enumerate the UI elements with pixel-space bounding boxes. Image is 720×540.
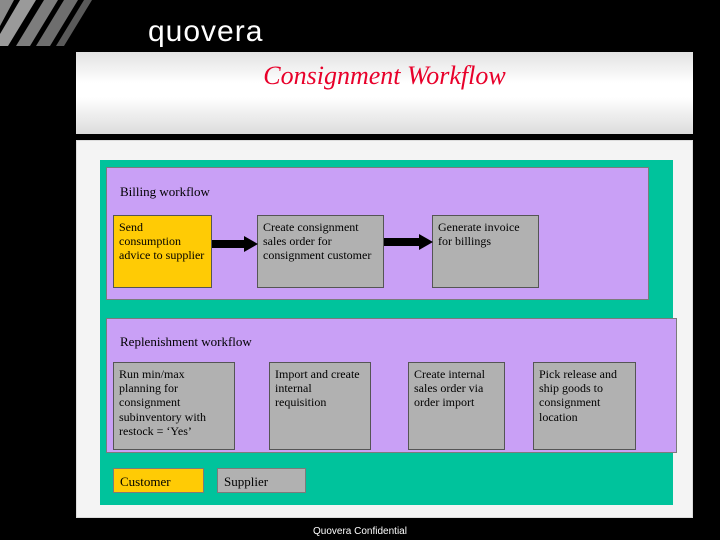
step-import-internal-requisition: Import and create internal requisition: [269, 362, 371, 450]
billing-workflow-label: Billing workflow: [120, 184, 210, 199]
step-create-consignment-sales-order: Create consignment sales order for consignment customer: [257, 215, 384, 288]
step-run-min-max-planning: Run min/max planning for consignment subinventory with restock = ‘Yes’: [113, 362, 235, 450]
step-send-consumption-advice: Send consumption advice to supplier: [113, 215, 212, 288]
decorative-stripes: [0, 0, 140, 46]
replenishment-workflow-label: Replenishment workflow: [120, 334, 252, 349]
legend-supplier: Supplier: [217, 468, 306, 493]
step-generate-invoice: Generate invoice for billings: [432, 215, 539, 288]
footer-confidential: Quovera Confidential: [313, 526, 407, 537]
quovera-logo: quovera: [148, 15, 264, 48]
legend-customer: Customer: [113, 468, 204, 493]
step-pick-release-ship-goods: Pick release and ship goods to consignment location: [533, 362, 636, 450]
step-create-internal-sales-order: Create internal sales order via order import: [408, 362, 505, 450]
slide-title: Consignment Workflow: [263, 61, 506, 90]
